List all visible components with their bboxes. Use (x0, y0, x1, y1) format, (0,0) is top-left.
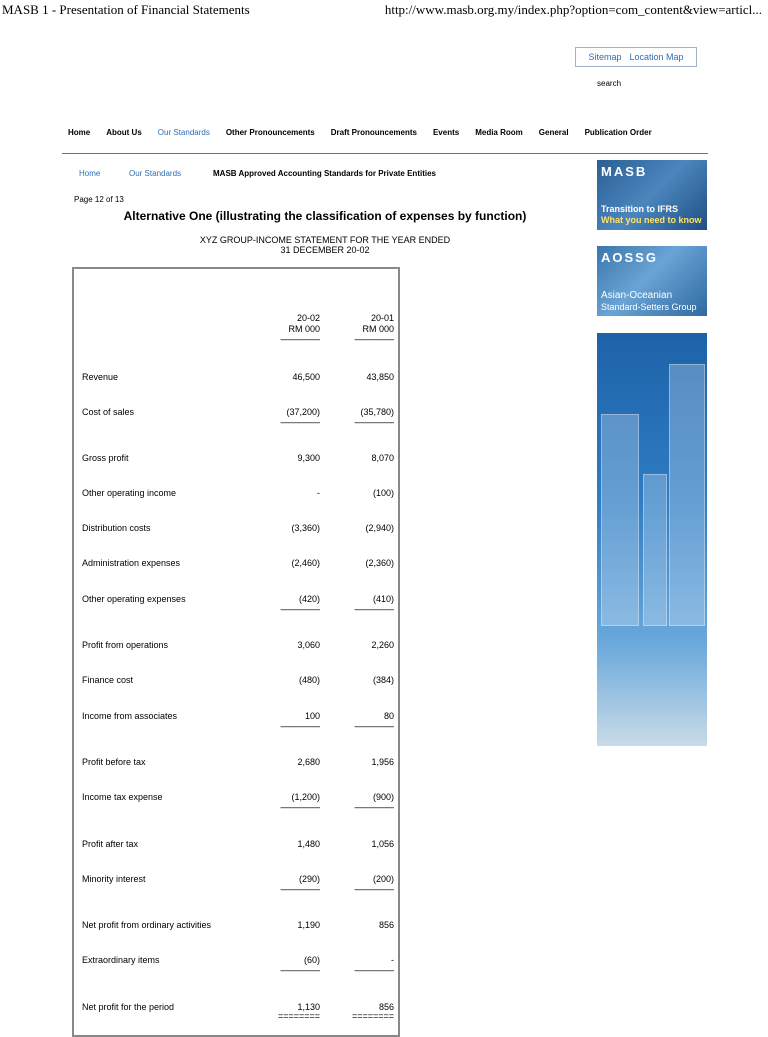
row-value-current: (37,200) (286, 407, 320, 417)
row-value-prior: 43,850 (366, 372, 394, 382)
city-skyline-banner[interactable] (597, 333, 707, 746)
header-rule-prior: ------------------------ (354, 335, 394, 344)
row-value-prior: 8,070 (371, 453, 394, 463)
skyline-tower (601, 414, 639, 626)
nav-our-standards[interactable]: Our Standards (157, 128, 210, 137)
row-label: Distribution costs (82, 523, 151, 533)
statement-heading-line2: 31 DECEMBER 20-02 (280, 245, 370, 255)
nav-draft-pronouncements[interactable]: Draft Pronouncements (330, 128, 417, 137)
nav-divider (62, 153, 708, 154)
row-value-prior: 1,956 (371, 757, 394, 767)
header-rule-current: ------------------------ (280, 335, 320, 344)
subtotal-rule-current: ------------------------ (280, 803, 320, 812)
subtotal-rule-prior: ------------------------ (354, 418, 394, 427)
row-label: Revenue (82, 372, 119, 382)
col-header-prior-year: 20-01 (370, 313, 394, 323)
skyline-tower (669, 364, 705, 626)
nav-other-pronouncements[interactable]: Other Pronouncements (225, 128, 315, 137)
row-value-current: (480) (298, 675, 320, 685)
row-value-current: 3,060 (297, 640, 320, 650)
masb-banner-line2: What you need to know (601, 215, 702, 225)
row-label: Income from associates (82, 711, 178, 721)
subtotal-rule-prior: ------------------------ (354, 885, 394, 894)
row-label: Profit before tax (82, 757, 146, 767)
row-value-prior: (410) (372, 594, 394, 604)
main-nav (68, 128, 652, 137)
subtotal-rule-prior: ------------------------ (354, 803, 394, 812)
subtotal-rule-current: ------------------------ (280, 966, 320, 975)
page-print-url: http://www.masb.org.my/index.php?option=com_content&view=articl... (384, 2, 762, 17)
row-label: Other operating expenses (82, 594, 186, 604)
row-value-current: (60) (303, 955, 320, 965)
nav-publication-order[interactable]: Publication Order (584, 128, 652, 137)
row-value-current: 2,680 (297, 757, 320, 767)
row-value-current: (1,200) (291, 792, 320, 802)
row-value-current: 1,130 (297, 1002, 320, 1012)
subtotal-rule-current: ------------------------ (280, 885, 320, 894)
row-label: Administration expenses (82, 558, 181, 568)
row-value-current: (3,360) (291, 523, 320, 533)
income-statement-table (72, 267, 400, 1037)
masb-brand: MASB (601, 164, 648, 179)
statement-heading-line1: XYZ GROUP-INCOME STATEMENT FOR THE YEAR ENDED (199, 235, 451, 245)
row-value-prior: (35,780) (360, 407, 394, 417)
total-double-rule-current: ======== (277, 1011, 320, 1021)
breadcrumb-our-standards[interactable]: Our Standards (129, 169, 182, 178)
subtotal-rule-current: ------------------------ (280, 418, 320, 427)
aossg-banner-line1: Asian-Oceanian (601, 290, 673, 301)
page-print-title: MASB 1 - Presentation of Financial Statements (2, 2, 250, 17)
page-number: Page 12 of 13 (74, 195, 124, 204)
row-value-prior: 856 (378, 920, 394, 930)
row-value-prior: (384) (372, 675, 394, 685)
col-header-current (250, 313, 320, 335)
subtotal-rule-prior: ------------------------ (354, 605, 394, 614)
row-value-current: (2,460) (291, 558, 320, 568)
row-value-prior: 1,056 (371, 839, 394, 849)
row-label: Extraordinary items (82, 955, 160, 965)
row-value-prior: 856 (378, 1002, 394, 1012)
row-label: Gross profit (82, 453, 129, 463)
row-label: Cost of sales (82, 407, 135, 417)
row-value-current: 100 (304, 711, 320, 721)
subtotal-rule-prior: ------------------------ (354, 966, 394, 975)
top-links-box (575, 47, 697, 67)
row-value-prior: (2,940) (365, 523, 394, 533)
col-header-current-year: 20-02 (296, 313, 320, 323)
aossg-banner-line2: Standard-Setters Group (601, 302, 697, 312)
statement-heading (140, 235, 510, 255)
row-value-prior: (200) (372, 874, 394, 884)
document-title: Alternative One (illustrating the classification of expenses by function) (123, 209, 527, 223)
subtotal-rule-current: ------------------------ (280, 605, 320, 614)
nav-about-us[interactable]: About Us (106, 128, 142, 137)
row-label: Profit after tax (82, 839, 139, 849)
aossg-brand: AOSSG (601, 250, 658, 265)
nav-events[interactable]: Events (432, 128, 460, 137)
breadcrumb-current: MASB Approved Accounting Standards for Private Entities (213, 169, 436, 178)
row-value-current: (420) (298, 594, 320, 604)
row-value-prior: (900) (372, 792, 394, 802)
subtotal-rule-current: ------------------------ (280, 722, 320, 731)
row-label: Net profit for the period (82, 1002, 175, 1012)
sitemap-link[interactable]: Sitemap (588, 52, 622, 62)
row-value-prior: - (391, 955, 394, 965)
nav-general[interactable]: General (538, 128, 569, 137)
row-value-current: 1,190 (297, 920, 320, 930)
row-label: Minority interest (82, 874, 146, 884)
total-double-rule-prior: ======== (351, 1011, 394, 1021)
nav-home[interactable]: Home (68, 128, 91, 137)
row-value-current: 46,500 (292, 372, 320, 382)
row-value-current: 1,480 (297, 839, 320, 849)
search-label[interactable]: search (597, 79, 622, 88)
row-value-prior: 80 (383, 711, 394, 721)
row-label: Finance cost (82, 675, 134, 685)
row-label: Net profit from ordinary activities (82, 920, 212, 930)
subtotal-rule-prior: ------------------------ (354, 722, 394, 731)
row-value-prior: (100) (372, 488, 394, 498)
row-value-prior: (2,360) (365, 558, 394, 568)
row-value-current: (290) (298, 874, 320, 884)
row-label: Income tax expense (82, 792, 163, 802)
skyline-tower (643, 474, 667, 626)
location-map-link[interactable]: Location Map (629, 52, 684, 62)
row-value-current: - (317, 488, 320, 498)
masb-banner-line1: Transition to IFRS (601, 204, 679, 214)
masb-ifrs-banner[interactable] (597, 160, 707, 230)
col-header-prior-unit: RM 000 (362, 324, 394, 334)
aossg-banner[interactable] (597, 246, 707, 316)
nav-media-room[interactable]: Media Room (475, 128, 523, 137)
col-header-current-unit: RM 000 (288, 324, 320, 334)
row-label: Profit from operations (82, 640, 169, 650)
breadcrumb-home[interactable]: Home (79, 169, 101, 178)
col-header-prior (324, 313, 394, 335)
row-label: Other operating income (82, 488, 177, 498)
row-value-current: 9,300 (297, 453, 320, 463)
row-value-prior: 2,260 (371, 640, 394, 650)
